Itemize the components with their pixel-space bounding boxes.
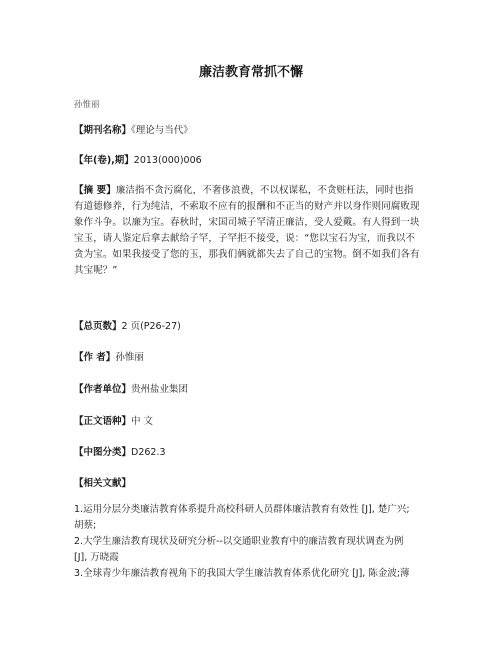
abstract-line: 贪为宝。如果我接受了您的玉，那我们俩就都失去了自己的宝物。倒不如我们各有: [74, 249, 420, 260]
related-heading: [74, 477, 434, 491]
abstract-label: 【摘 要】: [74, 185, 116, 196]
related-item[interactable]: 1.运用分层分类廉洁教育体系提升高校科研人员群体廉洁教育有效性 [J], 楚广兴;: [74, 504, 410, 515]
related-label: 【相关文献】: [74, 478, 132, 489]
abstract-text: 廉洁指不贪污腐化，不奢侈浪费，不以权谋私，不贪赃枉法，同时也指: [115, 185, 414, 196]
related-item[interactable]: 胡蔡;: [74, 520, 97, 531]
clc-field: [74, 446, 434, 460]
journal-value: 《理论与当代》: [131, 125, 193, 136]
year-label: 【年(卷),期】: [74, 155, 134, 166]
affiliation-value: 贵州盐业集团: [131, 384, 189, 395]
language-field: [74, 415, 434, 429]
pages-value: 2 页(P26-27): [121, 321, 181, 332]
author-field: [74, 351, 434, 365]
document-title: 廉洁教育常抓不懈: [198, 65, 303, 80]
affiliation-field: [74, 383, 434, 397]
abstract-line: 象作斗争。以廉为宝。春秋时，宋国司城子罕清正廉洁，受人爱戴。有人得到一块: [74, 217, 420, 228]
year-field: [74, 154, 434, 168]
related-item[interactable]: 3.全球青少年廉洁教育视角下的我国大学生廉洁教育体系优化研究 [J], 陈金波;薄: [74, 568, 410, 579]
author-value: 孙惟丽: [115, 352, 144, 363]
related-list: [74, 502, 434, 582]
year-value: 2013(000)006: [133, 155, 202, 166]
abstract-line: [74, 183, 434, 199]
abstract-line: 其宝呢？”: [74, 265, 118, 276]
affiliation-label: 【作者单位】: [74, 384, 132, 395]
author-byline: 孙惟丽: [74, 100, 100, 110]
language-label: 【正文语种】: [74, 416, 132, 427]
abstract-line: 有道德修养，行为纯洁，不索取不应有的报酬和不正当的财产并以身作则同腐败现: [74, 201, 420, 212]
related-item[interactable]: [J], 万晓霞: [74, 552, 119, 563]
abstract-line: 宝玉，请人鉴定后拿去献给子罕，子罕拒不接受，说：“您以宝石为宝，而我以不: [74, 233, 416, 244]
abstract-block: [74, 183, 434, 279]
language-value: 中 文: [131, 416, 154, 427]
author-label: 【作 者】: [74, 352, 116, 363]
journal-field: [74, 124, 434, 138]
pages-field: [74, 320, 434, 334]
pages-label: 【总页数】: [74, 321, 122, 332]
journal-label: 【期刊名称】: [74, 125, 132, 136]
clc-value: D262.3: [131, 447, 166, 458]
clc-label: 【中图分类】: [74, 447, 132, 458]
related-item[interactable]: 2.大学生廉洁教育现状及研究分析--以交通职业教育中的廉洁教育现状调查为例: [74, 536, 404, 547]
